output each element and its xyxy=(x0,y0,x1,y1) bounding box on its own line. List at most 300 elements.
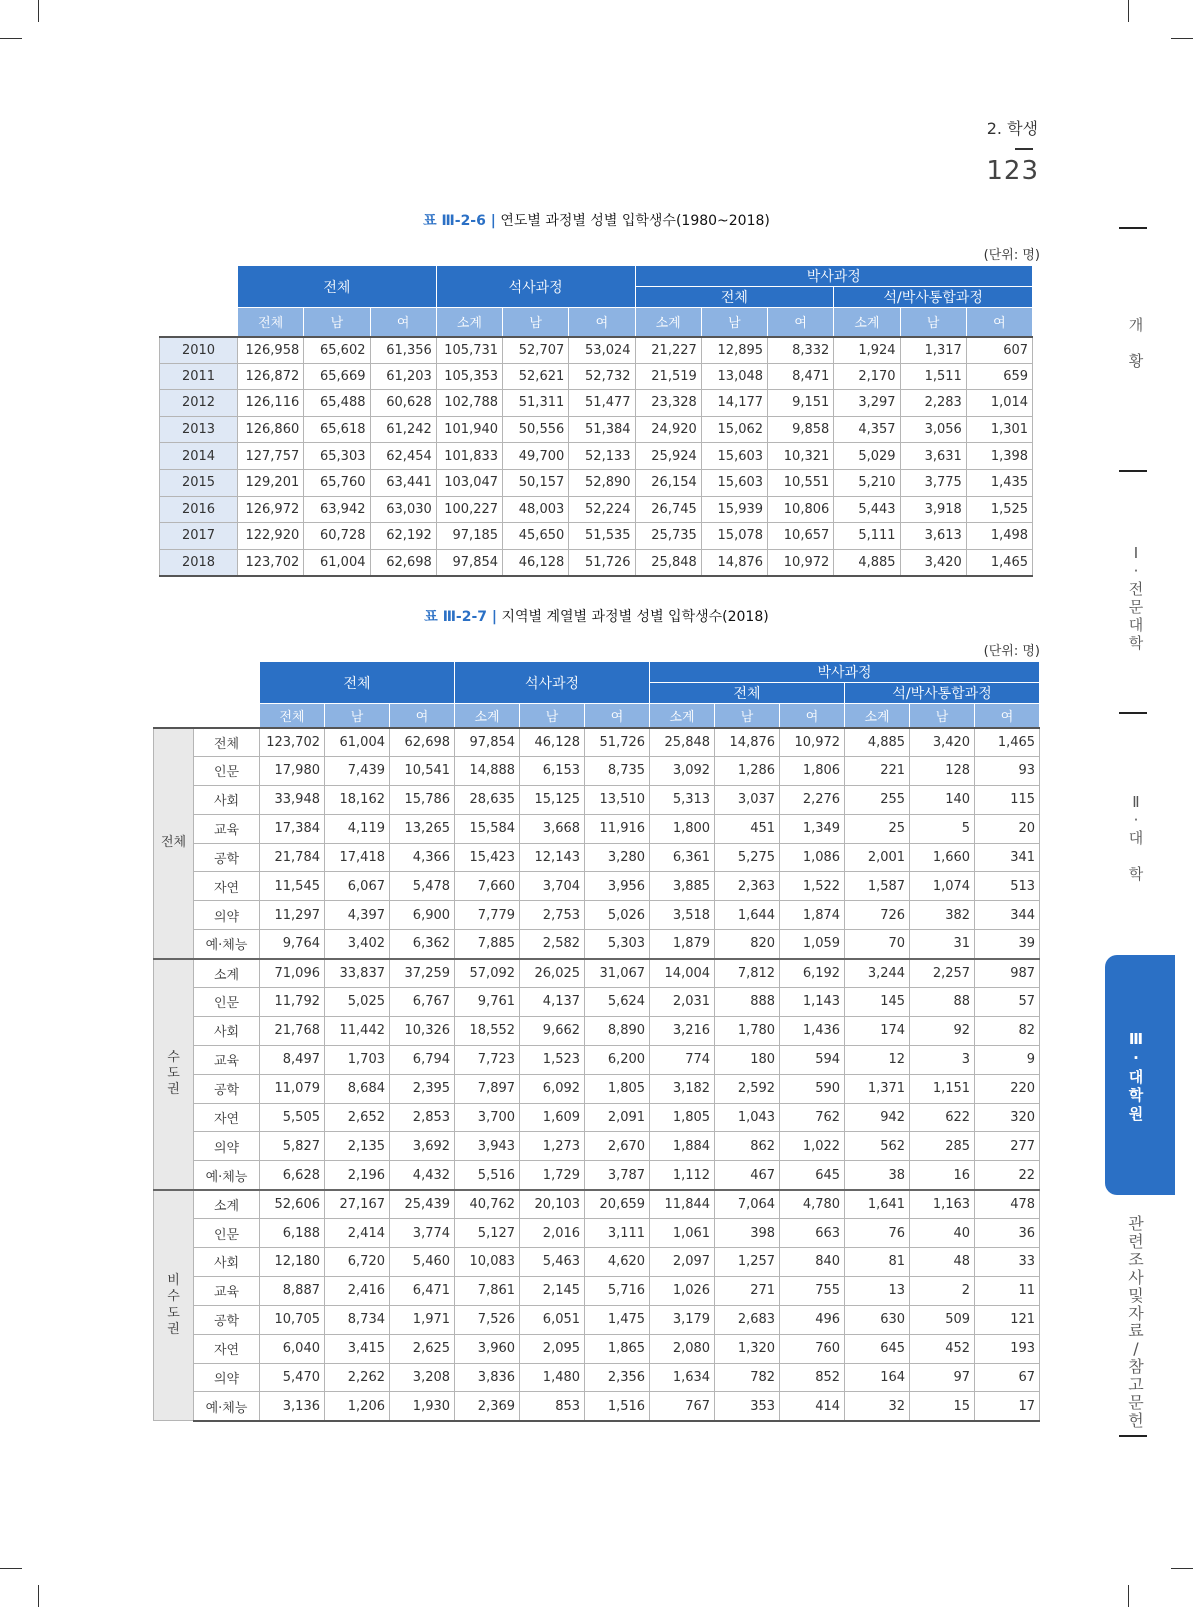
value-cell: 123,702 xyxy=(238,549,304,576)
value-cell: 51,384 xyxy=(569,416,635,443)
field-cell: 인문 xyxy=(194,988,260,1017)
value-cell: 8,471 xyxy=(768,363,834,390)
table-row xyxy=(160,549,1033,576)
table-row xyxy=(160,390,1033,417)
column-header: 남 xyxy=(701,308,767,337)
value-cell: 10,657 xyxy=(768,523,834,550)
value-cell: 15,062 xyxy=(701,416,767,443)
value-cell: 39 xyxy=(975,930,1040,959)
value-cell: 9,662 xyxy=(520,1016,585,1045)
field-cell: 인문 xyxy=(194,756,260,785)
value-cell: 51,535 xyxy=(569,523,635,550)
value-cell: 6,192 xyxy=(780,959,845,988)
value-cell: 1,059 xyxy=(780,930,845,959)
value-cell: 102,788 xyxy=(436,390,502,417)
page-number: 123 xyxy=(986,156,1039,186)
table-row xyxy=(154,901,1040,930)
value-cell: 12,143 xyxy=(520,843,585,872)
value-cell: 3,420 xyxy=(910,728,975,757)
value-cell: 1,398 xyxy=(966,443,1032,470)
value-cell: 25,848 xyxy=(635,549,701,576)
sidebar-item-university[interactable]: Ⅱ · 대 학 xyxy=(1128,793,1144,883)
value-cell: 4,432 xyxy=(390,1161,455,1190)
value-cell: 2,356 xyxy=(585,1363,650,1392)
region-cell: 전체 xyxy=(154,728,194,959)
value-cell: 105,353 xyxy=(436,363,502,390)
value-cell: 62,698 xyxy=(390,728,455,757)
value-cell: 2,625 xyxy=(390,1334,455,1363)
header-total: 전체 xyxy=(260,662,455,704)
crop-mark xyxy=(38,0,39,22)
field-cell: 의약 xyxy=(194,901,260,930)
sidebar-divider xyxy=(1119,712,1147,714)
column-header: 남 xyxy=(900,308,966,337)
table-row xyxy=(154,988,1040,1017)
header-master: 석사과정 xyxy=(455,662,650,704)
value-cell: 2,145 xyxy=(520,1276,585,1305)
value-cell: 48,003 xyxy=(503,496,569,523)
value-cell: 1,930 xyxy=(390,1392,455,1421)
value-cell: 61,356 xyxy=(370,337,436,364)
value-cell: 1,112 xyxy=(650,1161,715,1190)
value-cell: 7,660 xyxy=(455,872,520,901)
value-cell: 126,972 xyxy=(238,496,304,523)
value-cell: 61,004 xyxy=(325,728,390,757)
value-cell: 51,477 xyxy=(569,390,635,417)
crop-mark xyxy=(0,1568,22,1569)
value-cell: 353 xyxy=(715,1392,780,1421)
column-header: 남 xyxy=(715,704,780,728)
value-cell: 1,273 xyxy=(520,1132,585,1161)
value-cell: 3,704 xyxy=(520,872,585,901)
value-cell: 21,768 xyxy=(260,1016,325,1045)
field-cell: 의약 xyxy=(194,1132,260,1161)
value-cell: 6,900 xyxy=(390,901,455,930)
value-cell: 93 xyxy=(975,756,1040,785)
table-row xyxy=(160,337,1033,364)
field-cell: 교육 xyxy=(194,1276,260,1305)
value-cell: 1,026 xyxy=(650,1276,715,1305)
column-header: 여 xyxy=(569,308,635,337)
value-cell: 8,890 xyxy=(585,1016,650,1045)
field-cell: 공학 xyxy=(194,1074,260,1103)
value-cell: 13 xyxy=(845,1276,910,1305)
field-cell: 인문 xyxy=(194,1219,260,1248)
value-cell: 129,201 xyxy=(238,469,304,496)
value-cell: 17 xyxy=(975,1392,1040,1421)
table-row xyxy=(154,1016,1040,1045)
value-cell: 3,179 xyxy=(650,1305,715,1334)
crop-mark xyxy=(38,1585,39,1607)
value-cell: 23,328 xyxy=(635,390,701,417)
value-cell: 2,001 xyxy=(845,843,910,872)
table-row xyxy=(160,469,1033,496)
value-cell: 46,128 xyxy=(503,549,569,576)
column-header: 여 xyxy=(768,308,834,337)
value-cell: 645 xyxy=(845,1334,910,1363)
column-header: 여 xyxy=(390,704,455,728)
value-cell: 1,511 xyxy=(900,363,966,390)
value-cell: 382 xyxy=(910,901,975,930)
table-row xyxy=(154,785,1040,814)
value-cell: 6,794 xyxy=(390,1045,455,1074)
column-header: 소계 xyxy=(455,704,520,728)
value-cell: 5,443 xyxy=(834,496,900,523)
table-row xyxy=(154,1276,1040,1305)
value-cell: 51,726 xyxy=(569,549,635,576)
value-cell: 14,876 xyxy=(701,549,767,576)
value-cell: 33,837 xyxy=(325,959,390,988)
value-cell: 52,224 xyxy=(569,496,635,523)
value-cell: 2,262 xyxy=(325,1363,390,1392)
value-cell: 4,357 xyxy=(834,416,900,443)
column-header: 소계 xyxy=(635,308,701,337)
value-cell: 767 xyxy=(650,1392,715,1421)
year-cell: 2013 xyxy=(160,416,238,443)
value-cell: 1,480 xyxy=(520,1363,585,1392)
value-cell: 128 xyxy=(910,756,975,785)
value-cell: 11 xyxy=(975,1276,1040,1305)
value-cell: 11,442 xyxy=(325,1016,390,1045)
value-cell: 1,879 xyxy=(650,930,715,959)
value-cell: 52,621 xyxy=(503,363,569,390)
value-cell: 3,918 xyxy=(900,496,966,523)
section-title: 2. 학생 xyxy=(986,119,1038,138)
value-cell: 164 xyxy=(845,1363,910,1392)
value-cell: 1,924 xyxy=(834,337,900,364)
value-cell: 97,854 xyxy=(436,549,502,576)
value-cell: 1,609 xyxy=(520,1103,585,1132)
value-cell: 5 xyxy=(910,814,975,843)
field-cell: 사회 xyxy=(194,1016,260,1045)
value-cell: 344 xyxy=(975,901,1040,930)
value-cell: 32 xyxy=(845,1392,910,1421)
value-cell: 1,729 xyxy=(520,1161,585,1190)
value-cell: 2,683 xyxy=(715,1305,780,1334)
value-cell: 1,435 xyxy=(966,469,1032,496)
value-cell: 221 xyxy=(845,756,910,785)
value-cell: 987 xyxy=(975,959,1040,988)
sidebar-item-references[interactable]: 관 련 조 사 및 자 료 / 참 고 문 헌 xyxy=(1128,1214,1144,1430)
value-cell: 3,280 xyxy=(585,843,650,872)
value-cell: 10,326 xyxy=(390,1016,455,1045)
table-row xyxy=(154,1219,1040,1248)
value-cell: 3,415 xyxy=(325,1334,390,1363)
value-cell: 51,726 xyxy=(585,728,650,757)
value-cell: 11,792 xyxy=(260,988,325,1017)
value-cell: 1,587 xyxy=(845,872,910,901)
value-cell: 1,522 xyxy=(780,872,845,901)
value-cell: 65,488 xyxy=(304,390,370,417)
column-header: 여 xyxy=(585,704,650,728)
value-cell: 11,916 xyxy=(585,814,650,843)
value-cell: 62,698 xyxy=(370,549,436,576)
column-header: 여 xyxy=(975,704,1040,728)
value-cell: 2,283 xyxy=(900,390,966,417)
value-cell: 1,163 xyxy=(910,1190,975,1219)
value-cell: 509 xyxy=(910,1305,975,1334)
value-cell: 1,436 xyxy=(780,1016,845,1045)
column-header: 여 xyxy=(780,704,845,728)
value-cell: 1,634 xyxy=(650,1363,715,1392)
year-cell: 2012 xyxy=(160,390,238,417)
value-cell: 1,317 xyxy=(900,337,966,364)
value-cell: 33,948 xyxy=(260,785,325,814)
value-cell: 63,942 xyxy=(304,496,370,523)
value-cell: 1,498 xyxy=(966,523,1032,550)
value-cell: 3 xyxy=(910,1045,975,1074)
value-cell: 277 xyxy=(975,1132,1040,1161)
value-cell: 5,111 xyxy=(834,523,900,550)
value-cell: 594 xyxy=(780,1045,845,1074)
value-cell: 174 xyxy=(845,1016,910,1045)
value-cell: 97,185 xyxy=(436,523,502,550)
value-cell: 285 xyxy=(910,1132,975,1161)
value-cell: 10,321 xyxy=(768,443,834,470)
table2-title: 지역별 계열별 과정별 성별 입학생수(2018) xyxy=(501,609,769,625)
value-cell: 7,861 xyxy=(455,1276,520,1305)
year-cell: 2015 xyxy=(160,469,238,496)
value-cell: 31 xyxy=(910,930,975,959)
value-cell: 3,244 xyxy=(845,959,910,988)
value-cell: 3,208 xyxy=(390,1363,455,1392)
value-cell: 17,384 xyxy=(260,814,325,843)
value-cell: 2,670 xyxy=(585,1132,650,1161)
table-row xyxy=(154,930,1040,959)
value-cell: 21,519 xyxy=(635,363,701,390)
value-cell: 2,276 xyxy=(780,785,845,814)
value-cell: 760 xyxy=(780,1334,845,1363)
value-cell: 1,086 xyxy=(780,843,845,872)
value-cell: 6,720 xyxy=(325,1248,390,1277)
value-cell: 20,659 xyxy=(585,1190,650,1219)
value-cell: 2,091 xyxy=(585,1103,650,1132)
value-cell: 21,784 xyxy=(260,843,325,872)
value-cell: 755 xyxy=(780,1276,845,1305)
value-cell: 10,972 xyxy=(768,549,834,576)
year-cell: 2016 xyxy=(160,496,238,523)
value-cell: 14,876 xyxy=(715,728,780,757)
value-cell: 57 xyxy=(975,988,1040,1017)
column-header: 남 xyxy=(304,308,370,337)
value-cell: 3,700 xyxy=(455,1103,520,1132)
value-cell: 2,414 xyxy=(325,1219,390,1248)
value-cell: 663 xyxy=(780,1219,845,1248)
value-cell: 3,774 xyxy=(390,1219,455,1248)
value-cell: 5,029 xyxy=(834,443,900,470)
field-cell: 사회 xyxy=(194,785,260,814)
value-cell: 11,545 xyxy=(260,872,325,901)
value-cell: 496 xyxy=(780,1305,845,1334)
value-cell: 127,757 xyxy=(238,443,304,470)
value-cell: 60,628 xyxy=(370,390,436,417)
value-cell: 65,760 xyxy=(304,469,370,496)
value-cell: 1,805 xyxy=(585,1074,650,1103)
table-row xyxy=(154,1190,1040,1219)
column-header: 소계 xyxy=(834,308,900,337)
value-cell: 100,227 xyxy=(436,496,502,523)
table-row xyxy=(160,363,1033,390)
value-cell: 52,606 xyxy=(260,1190,325,1219)
value-cell: 3,885 xyxy=(650,872,715,901)
value-cell: 5,478 xyxy=(390,872,455,901)
value-cell: 8,684 xyxy=(325,1074,390,1103)
value-cell: 103,047 xyxy=(436,469,502,496)
value-cell: 1,523 xyxy=(520,1045,585,1074)
value-cell: 7,439 xyxy=(325,756,390,785)
value-cell: 1,800 xyxy=(650,814,715,843)
value-cell: 1,806 xyxy=(780,756,845,785)
value-cell: 6,051 xyxy=(520,1305,585,1334)
table-row xyxy=(154,1248,1040,1277)
value-cell: 3,420 xyxy=(900,549,966,576)
value-cell: 60,728 xyxy=(304,523,370,550)
value-cell: 17,980 xyxy=(260,756,325,785)
value-cell: 2,369 xyxy=(455,1392,520,1421)
value-cell: 48 xyxy=(910,1248,975,1277)
table-row xyxy=(160,443,1033,470)
value-cell: 853 xyxy=(520,1392,585,1421)
value-cell: 452 xyxy=(910,1334,975,1363)
value-cell: 2,135 xyxy=(325,1132,390,1161)
value-cell: 25,439 xyxy=(390,1190,455,1219)
value-cell: 61,203 xyxy=(370,363,436,390)
value-cell: 193 xyxy=(975,1334,1040,1363)
value-cell: 3,836 xyxy=(455,1363,520,1392)
value-cell: 1,014 xyxy=(966,390,1032,417)
year-cell: 2014 xyxy=(160,443,238,470)
value-cell: 37,259 xyxy=(390,959,455,988)
table1-caption xyxy=(0,210,1193,230)
value-cell: 6,361 xyxy=(650,843,715,872)
value-cell: 18,552 xyxy=(455,1016,520,1045)
value-cell: 7,723 xyxy=(455,1045,520,1074)
value-cell: 659 xyxy=(966,363,1032,390)
value-cell: 414 xyxy=(780,1392,845,1421)
value-cell: 12 xyxy=(845,1045,910,1074)
value-cell: 4,885 xyxy=(834,549,900,576)
value-cell: 1,206 xyxy=(325,1392,390,1421)
value-cell: 65,618 xyxy=(304,416,370,443)
value-cell: 7,526 xyxy=(455,1305,520,1334)
value-cell: 2,592 xyxy=(715,1074,780,1103)
table-row xyxy=(154,843,1040,872)
value-cell: 1,061 xyxy=(650,1219,715,1248)
value-cell: 126,958 xyxy=(238,337,304,364)
table2-caption xyxy=(0,606,1193,626)
value-cell: 17,418 xyxy=(325,843,390,872)
value-cell: 888 xyxy=(715,988,780,1017)
value-cell: 52,133 xyxy=(569,443,635,470)
value-cell: 9,151 xyxy=(768,390,834,417)
value-cell: 3,216 xyxy=(650,1016,715,1045)
value-cell: 3,056 xyxy=(900,416,966,443)
value-cell: 3,518 xyxy=(650,901,715,930)
value-cell: 1,301 xyxy=(966,416,1032,443)
value-cell: 1,644 xyxy=(715,901,780,930)
value-cell: 57,092 xyxy=(455,959,520,988)
value-cell: 10,541 xyxy=(390,756,455,785)
value-cell: 1,703 xyxy=(325,1045,390,1074)
table-row xyxy=(160,416,1033,443)
value-cell: 5,275 xyxy=(715,843,780,872)
header-master: 석사과정 xyxy=(436,266,635,308)
table-row xyxy=(154,1103,1040,1132)
header-doctor-combined: 석/박사통합과정 xyxy=(845,683,1040,704)
value-cell: 20 xyxy=(975,814,1040,843)
value-cell: 62,192 xyxy=(370,523,436,550)
value-cell: 2,416 xyxy=(325,1276,390,1305)
sidebar-item-junior-college[interactable]: Ⅰ · 전 문 대 학 xyxy=(1128,544,1144,652)
value-cell: 33 xyxy=(975,1248,1040,1277)
value-cell: 1,074 xyxy=(910,872,975,901)
value-cell: 1,151 xyxy=(910,1074,975,1103)
year-cell: 2011 xyxy=(160,363,238,390)
table-row xyxy=(154,1305,1040,1334)
value-cell: 2,016 xyxy=(520,1219,585,1248)
value-cell: 26,025 xyxy=(520,959,585,988)
value-cell: 1,465 xyxy=(966,549,1032,576)
value-cell: 31,067 xyxy=(585,959,650,988)
value-cell: 65,303 xyxy=(304,443,370,470)
value-cell: 122,920 xyxy=(238,523,304,550)
value-cell: 3,775 xyxy=(900,469,966,496)
value-cell: 15 xyxy=(910,1392,975,1421)
value-cell: 62,454 xyxy=(370,443,436,470)
value-cell: 7,064 xyxy=(715,1190,780,1219)
table-row xyxy=(160,496,1033,523)
year-cell: 2017 xyxy=(160,523,238,550)
value-cell: 51,311 xyxy=(503,390,569,417)
value-cell: 76 xyxy=(845,1219,910,1248)
value-cell: 9,858 xyxy=(768,416,834,443)
value-cell: 4,397 xyxy=(325,901,390,930)
table-row xyxy=(154,1392,1040,1421)
value-cell: 52,732 xyxy=(569,363,635,390)
value-cell: 478 xyxy=(975,1190,1040,1219)
value-cell: 6,628 xyxy=(260,1161,325,1190)
value-cell: 782 xyxy=(715,1363,780,1392)
value-cell: 5,516 xyxy=(455,1161,520,1190)
value-cell: 10,972 xyxy=(780,728,845,757)
value-cell: 126,872 xyxy=(238,363,304,390)
value-cell: 52,890 xyxy=(569,469,635,496)
sidebar-item-overview[interactable]: 개 황 xyxy=(1128,316,1144,370)
value-cell: 92 xyxy=(910,1016,975,1045)
value-cell: 70 xyxy=(845,930,910,959)
value-cell: 13,510 xyxy=(585,785,650,814)
table-row xyxy=(154,1334,1040,1363)
value-cell: 97,854 xyxy=(455,728,520,757)
value-cell: 180 xyxy=(715,1045,780,1074)
value-cell: 52,707 xyxy=(503,337,569,364)
value-cell: 2,652 xyxy=(325,1103,390,1132)
value-cell: 3,136 xyxy=(260,1392,325,1421)
value-cell: 5,460 xyxy=(390,1248,455,1277)
value-cell: 7,812 xyxy=(715,959,780,988)
header-total: 전체 xyxy=(238,266,437,308)
value-cell: 11,079 xyxy=(260,1074,325,1103)
value-cell: 820 xyxy=(715,930,780,959)
value-cell: 1,805 xyxy=(650,1103,715,1132)
value-cell: 4,119 xyxy=(325,814,390,843)
value-cell: 6,188 xyxy=(260,1219,325,1248)
value-cell: 10,083 xyxy=(455,1248,520,1277)
value-cell: 2,853 xyxy=(390,1103,455,1132)
value-cell: 3,111 xyxy=(585,1219,650,1248)
value-cell: 1,257 xyxy=(715,1248,780,1277)
value-cell: 24,920 xyxy=(635,416,701,443)
